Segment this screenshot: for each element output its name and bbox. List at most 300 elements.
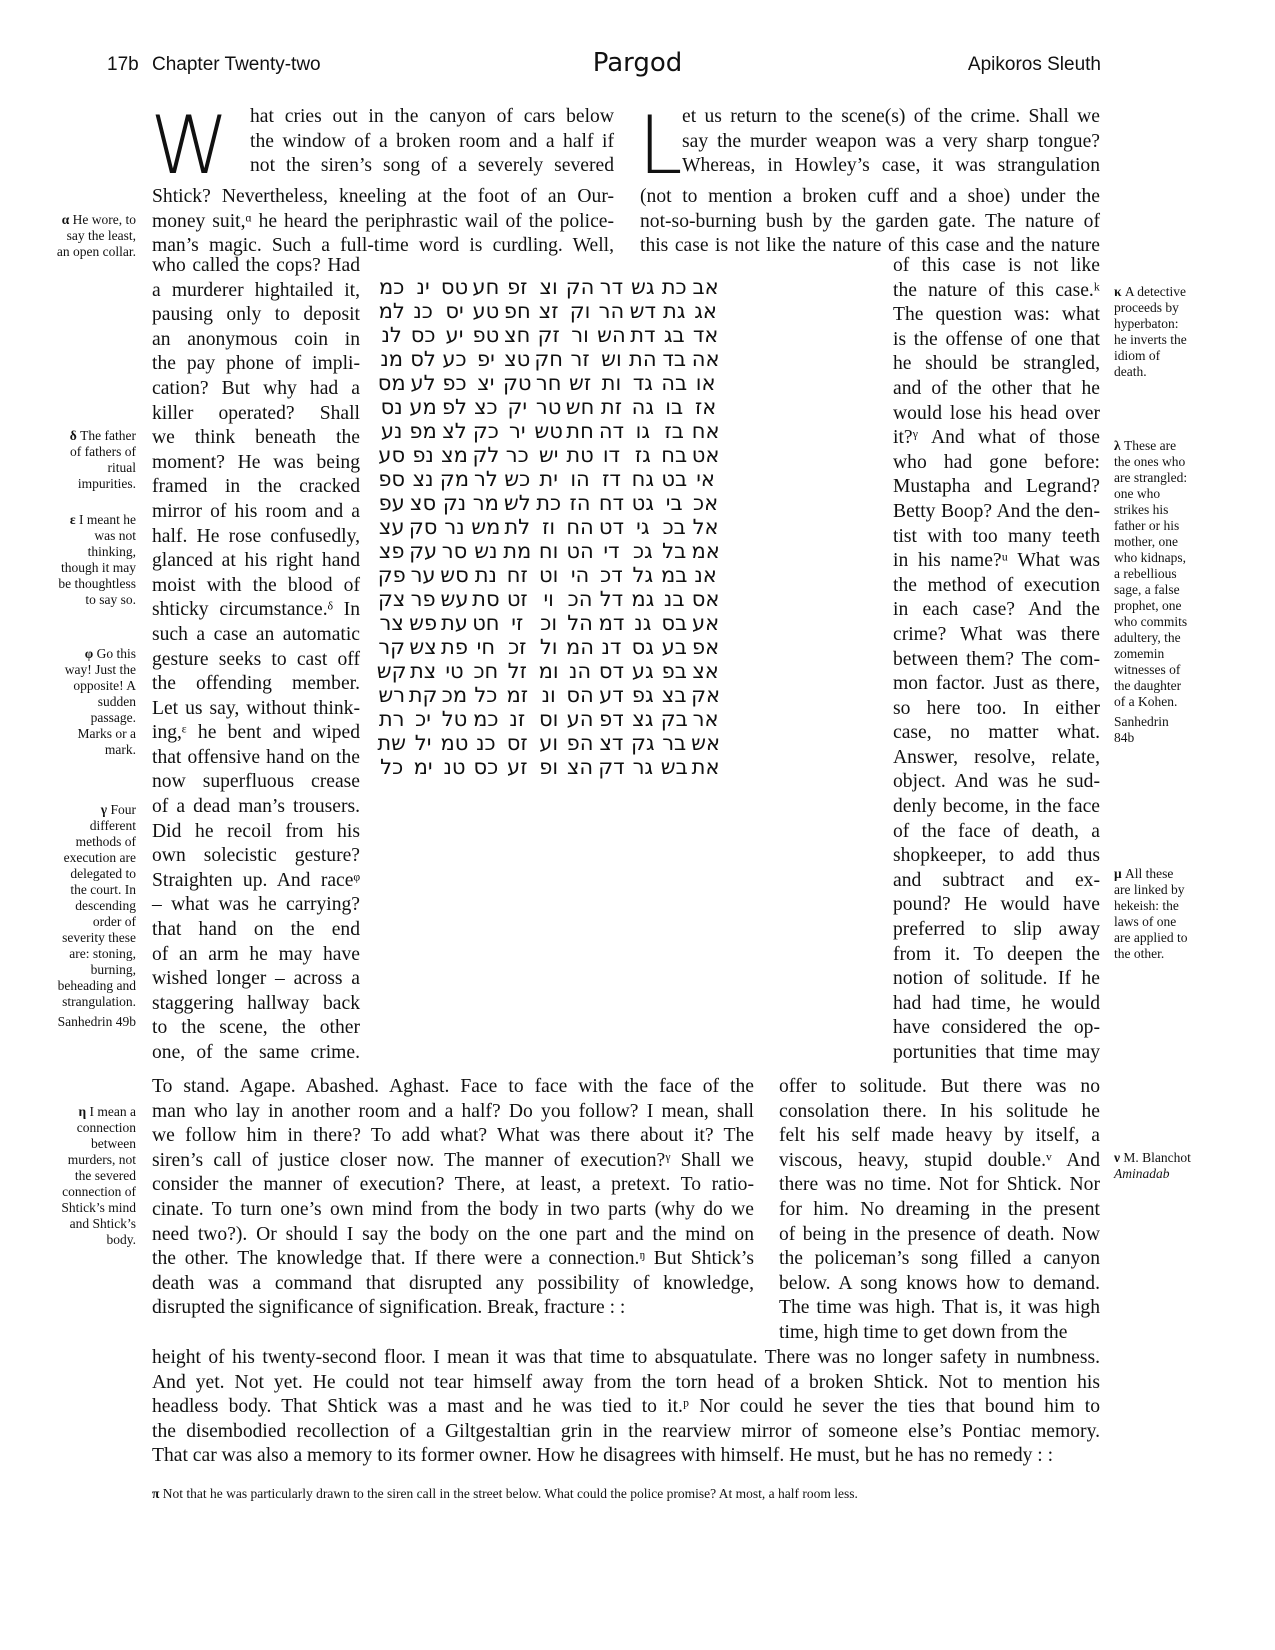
running-head-right: Apikoros Sleuth	[967, 54, 1101, 75]
text-line: of the face of death, a	[893, 820, 1100, 842]
grid-cell: וס	[538, 707, 559, 731]
text-line: the method of execution	[893, 574, 1100, 596]
grid-cell: לק	[472, 443, 500, 467]
grid-cell: אד	[692, 323, 719, 347]
chapter-heading: Chapter Twenty-two	[152, 54, 321, 75]
grid-cell: לר	[473, 467, 498, 491]
grid-cell: גז	[634, 443, 651, 467]
grid-cell: אז	[694, 395, 717, 419]
text-line: the offending member.	[152, 673, 360, 695]
grid-cell: הר	[598, 299, 625, 323]
grid-row	[376, 347, 721, 371]
grid-cell: דמ	[598, 611, 625, 635]
grid-cell: יע	[445, 323, 464, 347]
margin-note-mu: μ All these are linked by hekeish: the laws of one are applied to the other.	[1114, 866, 1188, 961]
text-line: moist with the blood of	[152, 574, 360, 596]
grid-cell: כמ	[473, 707, 499, 731]
text-line: not-so-burning bush by the garden gate. The nature of	[640, 210, 1100, 232]
grid-cell: קש	[376, 659, 407, 683]
grid-cell: טפ	[472, 323, 500, 347]
text-line: gesture seeks to cast off	[152, 648, 360, 670]
text-line: killer operated? Shall	[152, 402, 360, 424]
grid-cell: צת	[409, 659, 437, 683]
text-line: not the siren’s song of a severely severed	[250, 155, 614, 177]
grid-cell: יק	[507, 395, 528, 419]
grid-cell: יס	[445, 299, 464, 323]
text-line: shticky circumstance.ᵟ In	[152, 599, 360, 621]
grid-cell: מש	[471, 515, 501, 539]
text-line: who had gone before:	[893, 451, 1100, 473]
grid-cell: נר	[444, 515, 465, 539]
letter-pair-table	[376, 275, 721, 779]
grid-row	[376, 659, 721, 683]
grid-row	[376, 563, 721, 587]
text-line: we think beneath the	[152, 427, 360, 449]
grid-cell: אי	[696, 467, 715, 491]
text-line: – what was he carrying?	[152, 894, 360, 916]
grid-cell: וע	[539, 731, 559, 755]
grid-cell: יל	[414, 731, 432, 755]
text-line: death was a command that disrupted any possibility of knowledge,	[152, 1272, 754, 1294]
grid-cell: גי	[636, 515, 650, 539]
grid-cell: עצ	[378, 515, 405, 539]
grid-cell: וכ	[540, 611, 558, 635]
grid-cell: דה	[598, 419, 625, 443]
grid-cell: הת	[629, 347, 657, 371]
grid-cell: בצ	[661, 683, 687, 707]
grid-cell: זנ	[509, 707, 526, 731]
grid-cell: מנ	[380, 347, 404, 371]
text-line: it?ᵞ And what of those	[893, 427, 1100, 449]
grid-row	[376, 275, 721, 299]
text-line: money suit,ᵅ he heard the periphrastic wail of the police-	[152, 210, 614, 232]
grid-cell: חי	[476, 635, 496, 659]
text-line: notion of solitude. If he	[893, 968, 1100, 990]
grid-cell: בה	[661, 371, 688, 395]
text-line: own solecistic gesture?	[152, 845, 360, 867]
column-left-lower	[152, 1075, 754, 1321]
grid-cell: כר	[505, 443, 529, 467]
grid-cell: חש	[565, 395, 595, 419]
text-line: we follow him in there? To add what? What was there about it? The	[152, 1125, 754, 1147]
grid-cell: הע	[566, 707, 594, 731]
grid-cell: דו	[602, 443, 621, 467]
grid-cell: נס	[380, 395, 403, 419]
grid-cell: זק	[537, 323, 560, 347]
margin-ref-sanhedrin-84b: Sanhedrin 84b	[1114, 714, 1169, 745]
grid-cell: נק	[442, 491, 467, 515]
grid-cell: סר	[441, 539, 468, 563]
text-line: ing,ᵋ he bent and wiped	[152, 722, 360, 744]
text-line: cation? But why had a	[152, 377, 360, 399]
grid-cell: אש	[691, 731, 721, 755]
grid-cell: הפ	[566, 731, 594, 755]
grid-cell: זמ	[506, 683, 529, 707]
text-line: denly become, in the face	[893, 796, 1100, 818]
grid-cell: טש	[534, 419, 563, 443]
grid-cell: דכ	[600, 563, 623, 587]
grid-cell: זי	[511, 611, 524, 635]
grid-cell: זר	[570, 347, 590, 371]
grid-cell: קת	[408, 683, 438, 707]
text-line: felt his self made heavy by itself, a	[779, 1125, 1100, 1147]
grid-cell: בפ	[661, 659, 687, 683]
grid-cell: רש	[378, 683, 406, 707]
margin-note-lambda: λ These are the ones who are strangled: one who strikes his father or his mother, one who kidnaps, a rebellious sage, a false prophet, one who commits adultery, the zomemin witnesses of the daughter of a Kohen. Sanhedrin 84b	[1114, 438, 1190, 754]
text-line: of being in the presence of death. Now	[779, 1223, 1100, 1245]
grid-cell: בע	[661, 635, 687, 659]
grid-cell: דצ	[599, 731, 624, 755]
grid-cell: בש	[660, 755, 688, 779]
grid-cell: בר	[662, 731, 687, 755]
margin-note-kappa: κ A detective proceeds by hyperbaton: he inverts the idiom of death.	[1114, 284, 1187, 379]
grid-cell: עפ	[378, 491, 405, 515]
grid-cell: סע	[378, 443, 406, 467]
grid-cell: גד	[632, 371, 653, 395]
text-line: cinate. To turn one’s own mind from the body in two parts (why do we	[152, 1198, 754, 1220]
grid-cell: גנ	[634, 611, 652, 635]
grid-cell: הצ	[566, 755, 594, 779]
grid-cell: בט	[661, 467, 688, 491]
grid-cell: פק	[377, 563, 406, 587]
grid-cell: בכ	[662, 515, 686, 539]
text-line: case, no matter what.	[893, 722, 1100, 744]
text-line: Answer, resolve, relate,	[893, 746, 1100, 768]
text-line: a murderer hightailed it,	[152, 279, 360, 301]
grid-cell: זע	[507, 755, 528, 779]
bottom-paragraph	[152, 1346, 1100, 1469]
grid-cell: דז	[602, 467, 621, 491]
text-line: of an arm he may have	[152, 943, 360, 965]
text-line: between them? The com-	[893, 648, 1100, 670]
grid-cell: גת	[662, 299, 686, 323]
text-line: consider the manner of execution? There, at least, a pretext. To ratio-	[152, 1174, 754, 1196]
text-line: height of his twenty-second floor. I mean it was that time to absquatulate. There was no longer safety in numbness.	[152, 1347, 1100, 1368]
text-line: preferred to slip away	[893, 919, 1100, 941]
grid-cell: כמ	[379, 275, 405, 299]
text-line: siren’s call of justice closer now. The manner of execution?ᵞ Shall we	[152, 1149, 754, 1171]
grid-cell: חצ	[504, 323, 531, 347]
grid-row	[376, 755, 721, 779]
grid-cell: ית	[539, 467, 558, 491]
text-line: the other. The knowledge that. If there were a connection.ᵑ But Shtick’s	[152, 1248, 754, 1270]
grid-row	[376, 395, 721, 419]
grid-cell: גל	[632, 563, 654, 587]
margin-note-epsilon: ε I meant he was not thinking, though it may be thoughtless to say so.	[58, 512, 136, 607]
grid-cell: כק	[472, 419, 499, 443]
text-line: now superfluous crease	[152, 771, 360, 793]
grid-cell: פש	[409, 611, 438, 635]
grid-cell: בי	[665, 491, 683, 515]
grid-cell: מכ	[441, 683, 468, 707]
text-line: viscous, heavy, stupid double.ᵛ And	[779, 1149, 1100, 1171]
grid-cell: הי	[570, 563, 590, 587]
grid-cell: דק	[598, 755, 625, 779]
text-line: the disembodied recollection of a Giltgestaltian grin in the rearview mirror of someone else’s Pontiac memory.	[152, 1420, 1100, 1442]
grid-cell: מע	[409, 395, 437, 419]
grid-cell: כצ	[474, 395, 498, 419]
text-line: wished longer – across a	[152, 968, 360, 990]
grid-cell: דע	[599, 683, 624, 707]
text-line: consolation there. In his solitude he	[779, 1100, 1100, 1122]
grid-cell: לפ	[441, 395, 467, 419]
text-line: this case is not like the nature of this case and the nature	[640, 235, 1100, 257]
grid-cell: ומ	[538, 659, 559, 683]
text-line: hat cries out in the canyon of cars below	[250, 106, 614, 127]
grid-cell: דפ	[599, 707, 624, 731]
text-line: the pay phone of impli-	[152, 353, 360, 375]
margin-note-phi: φ Go this way! Just the opposite! A sudden passage. Marks or a mark.	[64, 646, 136, 757]
grid-cell: זש	[568, 371, 592, 395]
margin-note-alpha: α He wore, to say the least, an open collar.	[56, 212, 136, 259]
grid-cell: לנ	[381, 323, 402, 347]
grid-cell: טק	[502, 371, 532, 395]
margin-note-gamma: γ Four different methods of execution are delegated to the court. In descending order of severity these are: stoning, burning, beheading and strangulation. Sanhedrin 49b	[57, 802, 136, 1029]
text-line: And yet. Not yet. He could not tear himself away from the torn head of a broken Shtick. Not to mention his	[152, 1371, 1100, 1393]
grid-row	[376, 683, 721, 707]
grid-cell: זח	[506, 563, 528, 587]
grid-cell: נפ	[412, 443, 434, 467]
grid-cell: הז	[569, 491, 591, 515]
text-line: time, high time to get down from the	[779, 1321, 1068, 1343]
grid-cell: בז	[664, 419, 684, 443]
grid-cell: חט	[472, 611, 500, 635]
text-line: glanced at his right hand	[152, 550, 360, 572]
text-line: need two?). Or should I say the body on the one part and the mind on	[152, 1223, 754, 1245]
grid-cell: עק	[409, 539, 438, 563]
hebrew-letter-grid	[376, 275, 876, 779]
footnote-label: π	[152, 1486, 160, 1501]
grid-cell: במ	[661, 563, 688, 587]
text-line: say the murder weapon was a very sharp tongue?	[682, 130, 1100, 152]
grid-cell: וק	[569, 299, 591, 323]
text-line: shopkeeper, to add thus	[893, 845, 1100, 867]
text-line: is the offense of one that	[893, 328, 1100, 350]
grid-cell: יש	[538, 443, 559, 467]
grid-cell: כל	[474, 683, 498, 707]
grid-cell: כת	[661, 275, 687, 299]
margin-ref-aminadab: Aminadab	[1114, 1166, 1170, 1181]
grid-cell: סצ	[410, 491, 437, 515]
text-line: Shtick? Nevertheless, kneeling at the foot of an Our-	[152, 186, 614, 207]
grid-cell: נע	[380, 419, 403, 443]
grid-cell: דס	[598, 659, 624, 683]
grid-cell: סת	[472, 587, 500, 611]
text-line: Did he recoil from his	[152, 820, 360, 842]
text-line: had had time, he would	[893, 992, 1100, 1014]
text-line: and of the other that he	[893, 377, 1100, 399]
grid-cell: נצ	[412, 467, 434, 491]
text-line: (not to mention a broken cuff and a shoe) under the	[640, 186, 1100, 207]
text-line: one, of the same crime.	[152, 1042, 360, 1063]
grid-cell: מצ	[441, 443, 468, 467]
grid-cell: וט	[538, 563, 559, 587]
grid-cell: זכ	[508, 635, 527, 659]
grid-cell: כש	[504, 467, 531, 491]
text-line: to the scene, the other	[152, 1017, 360, 1039]
grid-cell: בס	[661, 611, 688, 635]
text-line: who called the cops? Had	[152, 255, 360, 276]
grid-cell: כנ	[476, 731, 496, 755]
text-line: moment? He was being	[152, 451, 360, 473]
grid-cell: טי	[445, 659, 464, 683]
grid-row	[376, 515, 721, 539]
grid-cell: גט	[631, 491, 654, 515]
grid-cell: וי	[543, 587, 554, 611]
text-line: pound? He would have	[893, 894, 1100, 916]
grid-cell: בד	[662, 347, 687, 371]
grid-cell: מפ	[409, 419, 437, 443]
grid-row	[376, 299, 721, 323]
text-line: and subtract and ex-	[893, 869, 1100, 891]
text-line: of a dead man’s trousers.	[152, 796, 360, 818]
text-line: have considered the op-	[893, 1017, 1100, 1039]
grid-cell: גע	[631, 659, 654, 683]
grid-cell: או	[695, 371, 716, 395]
text-line: headless body. That Shtick was a mast and he was tied to it.ᵖ Nor could he sever the ties that bound him to	[152, 1396, 1100, 1418]
grid-cell: די	[603, 539, 620, 563]
grid-cell: מק	[439, 467, 470, 491]
grid-cell: כע	[442, 347, 467, 371]
grid-cell: זת	[600, 395, 622, 419]
text-line: To stand. Agape. Abashed. Aghast. Face to face with the face of the	[152, 1076, 754, 1097]
grid-cell: לת	[504, 515, 531, 539]
grid-cell: וש	[601, 347, 622, 371]
grid-cell: גפ	[631, 683, 654, 707]
grid-cell: אע	[692, 611, 720, 635]
grid-cell: סק	[408, 515, 438, 539]
grid-cell: ות	[601, 371, 622, 395]
grid-cell: עש	[440, 587, 469, 611]
grid-cell: אנ	[694, 563, 717, 587]
grid-cell: הט	[566, 539, 594, 563]
grid-cell: הש	[597, 323, 626, 347]
text-line: The time was high. That is, it was high	[779, 1297, 1100, 1319]
grid-cell: אח	[691, 419, 720, 443]
grid-cell: ופ	[539, 755, 559, 779]
grid-cell: שת	[377, 731, 407, 755]
grid-cell: עת	[441, 611, 468, 635]
text-line: Let us say, without think-	[152, 697, 360, 719]
text-line: in each case? And the	[893, 599, 1100, 621]
grid-cell: גח	[631, 467, 654, 491]
text-line: would lose his head over	[893, 402, 1100, 424]
grid-cell: הו	[570, 467, 590, 491]
text-line: offer to solitude. But there was no	[779, 1076, 1100, 1097]
column-right-lower	[779, 1075, 1100, 1346]
margin-ref-sanhedrin-49b: Sanhedrin 49b	[57, 1014, 136, 1029]
text-line: of this case is not like	[893, 255, 1100, 276]
grid-cell: קר	[378, 635, 406, 659]
margin-note-nu: ν M. Blanchot Aminadab	[1114, 1150, 1204, 1190]
grid-cell: למ	[378, 299, 405, 323]
grid-cell: ימ	[413, 755, 433, 779]
text-line: man who lay in another room and a half? Do you follow? I mean, shall	[152, 1100, 754, 1122]
text-line: so here too. In either	[893, 697, 1100, 719]
text-line: that offensive hand on the	[152, 746, 360, 768]
text-line: that hand on the end	[152, 919, 360, 941]
grid-cell: סש	[440, 563, 469, 587]
grid-cell: גה	[631, 395, 654, 419]
grid-cell: זט	[506, 587, 528, 611]
grid-cell: וח	[538, 539, 559, 563]
grid-cell: זל	[507, 659, 527, 683]
grid-row	[376, 491, 721, 515]
grid-cell: ונ	[541, 683, 556, 707]
margin-note-eta: η I mean a connection between murders, not the severed connection of Shtick’s mind and Shtick’s body.	[61, 1104, 136, 1247]
grid-cell: כנ	[413, 299, 433, 323]
text-line: crime? What was there	[893, 623, 1100, 645]
grid-cell: וז	[542, 515, 556, 539]
grid-cell: זס	[506, 731, 528, 755]
grid-cell: דל	[599, 587, 624, 611]
text-line: object. And was he sud-	[893, 771, 1100, 793]
text-line: framed in the cracked	[152, 476, 360, 498]
grid-cell: טת	[566, 443, 594, 467]
grid-cell: הל	[567, 611, 593, 635]
grid-cell: יפ	[476, 347, 495, 371]
grid-cell: חר	[535, 371, 562, 395]
text-line: That car was also a memory to its former owner. How he disagrees with himself. He must, but he has no remedy : :	[152, 1445, 1054, 1467]
grid-cell: דט	[598, 515, 624, 539]
grid-cell: נת	[474, 563, 497, 587]
grid-cell: וצ	[539, 275, 558, 299]
grid-cell: כס	[473, 755, 499, 779]
text-line: The question was: what	[893, 304, 1100, 326]
grid-cell: גכ	[632, 539, 653, 563]
grid-cell: גו	[635, 419, 651, 443]
grid-cell: ול	[539, 635, 558, 659]
grid-cell: הנ	[568, 659, 592, 683]
grid-cell: מס	[377, 371, 406, 395]
grid-row	[376, 731, 721, 755]
grid-cell: אצ	[692, 659, 719, 683]
grid-row	[376, 707, 721, 731]
grid-row	[376, 539, 721, 563]
grid-row	[376, 323, 721, 347]
grid-cell: הס	[566, 683, 594, 707]
column-right-middle	[893, 254, 1100, 1066]
text-line: below. A song knows how to demand.	[779, 1272, 1100, 1294]
page-number: 17b	[107, 54, 139, 75]
grid-cell: נש	[474, 539, 498, 563]
text-line: half. He rose confusedly,	[152, 525, 360, 547]
grid-row	[376, 443, 721, 467]
grid-cell: את	[691, 755, 720, 779]
text-line: disrupted the significance of signification. Break, fracture : :	[152, 1297, 626, 1319]
grid-cell: טע	[472, 299, 500, 323]
footnote-pi	[152, 1486, 1100, 1502]
grid-cell: טס	[440, 275, 469, 299]
grid-cell: אס	[691, 587, 720, 611]
grid-cell: רת	[378, 707, 405, 731]
grid-cell: כל	[380, 755, 404, 779]
grid-row	[376, 419, 721, 443]
grid-cell: מר	[472, 491, 499, 515]
text-line: man’s magic. Such a full-time word is curdling. Well,	[152, 235, 614, 257]
grid-cell: בג	[663, 323, 685, 347]
grid-cell: גצ	[632, 707, 654, 731]
grid-cell: דר	[599, 275, 624, 299]
grid-cell: מת	[503, 539, 532, 563]
text-line: from it. To deepen the	[893, 943, 1100, 965]
text-line: an anonymous coin in	[152, 328, 360, 350]
grid-cell: זפ	[507, 275, 528, 299]
margin-note-delta: δ The father of fathers of ritual impurities.	[69, 428, 136, 491]
grid-cell: אפ	[692, 635, 720, 659]
grid-cell: חכ	[473, 659, 499, 683]
text-line: Mustapha and Legrand?	[893, 476, 1100, 498]
